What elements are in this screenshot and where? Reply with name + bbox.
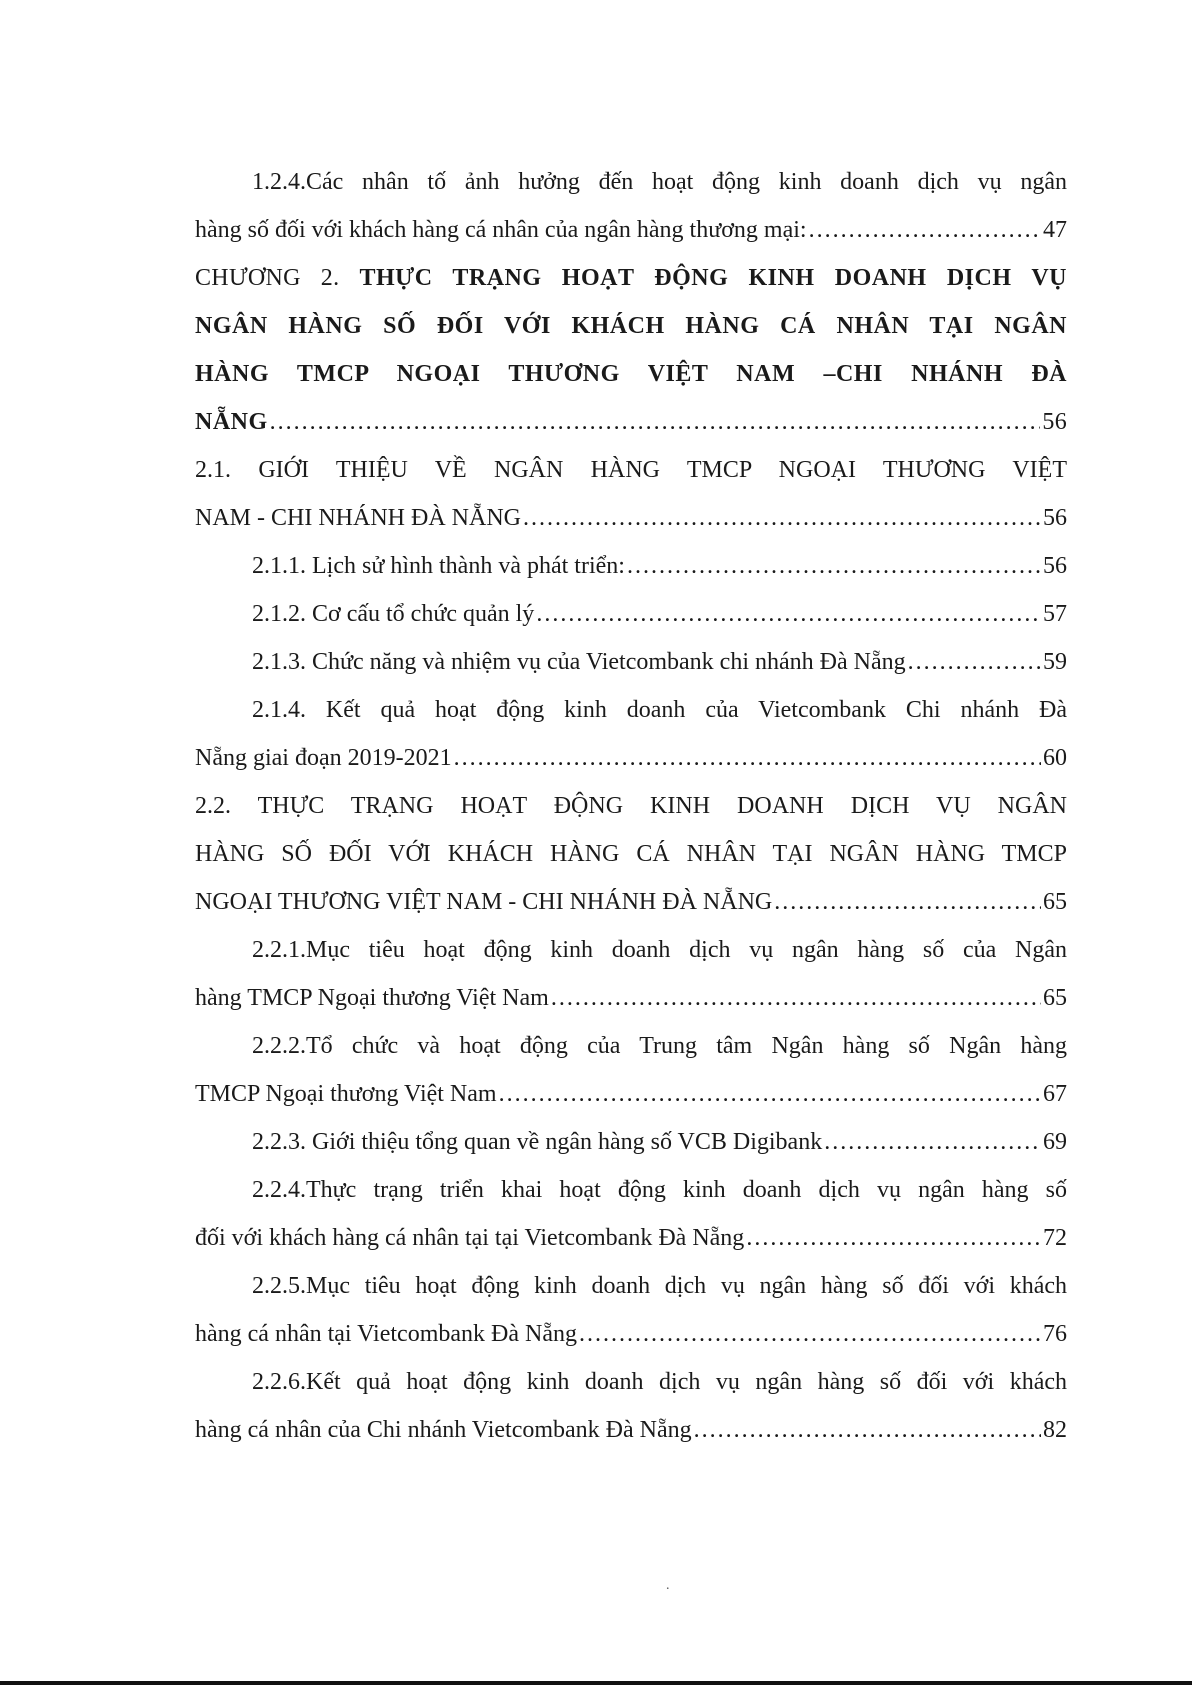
toc-entry-text: hàng số đối với khách hàng cá nhân của ngân hàng thương mại: (195, 217, 807, 243)
toc-entry-leader-line (195, 734, 1067, 782)
page-number: 76 (1043, 1321, 1067, 1347)
dot-leader (551, 974, 1041, 1022)
chapter-title: NGÂN HÀNG SỐ ĐỐI VỚI KHÁCH HÀNG CÁ NHÂN TẠI NGÂN (195, 313, 1067, 339)
toc-entry-leader-line (195, 878, 1067, 926)
toc-entry-2-2-5[interactable] (195, 1262, 1067, 1358)
toc-entry-text: hàng TMCP Ngoại thương Việt Nam (195, 985, 549, 1011)
dot-leader (809, 206, 1041, 254)
page-number: 82 (1043, 1417, 1067, 1443)
toc-entry-text: TMCP Ngoại thương Việt Nam (195, 1081, 497, 1107)
dot-leader (908, 638, 1041, 686)
chapter-title: NẴNG (195, 409, 268, 435)
toc-entry-1-2-4[interactable] (195, 158, 1067, 254)
dot-leader (454, 734, 1041, 782)
toc-entry-leader-line (195, 206, 1067, 254)
toc-entry-text: 2.2.5.Mục tiêu hoạt động kinh doanh dịch vụ ngân hàng số đối với khách (252, 1273, 1067, 1299)
page-number: 60 (1043, 745, 1067, 771)
toc-entry-2-2-4[interactable] (195, 1166, 1067, 1262)
toc-entry-text: hàng cá nhân của Chi nhánh Vietcombank Đà Nẵng (195, 1417, 692, 1443)
toc-entry-leader-line (195, 1118, 1067, 1166)
page-number: 59 (1043, 649, 1067, 675)
scan-bottom-edge (0, 1681, 1192, 1685)
dot-leader (694, 1406, 1041, 1454)
toc-entry-2-2[interactable] (195, 782, 1067, 926)
toc-entry-text: 2.2.3. Giới thiệu tổng quan về ngân hàng số VCB Digibank (252, 1129, 823, 1155)
toc-entry-text: 1.2.4.Các nhân tố ảnh hưởng đến hoạt động kinh doanh dịch vụ ngân (252, 169, 1067, 195)
page-number: 65 (1043, 889, 1067, 915)
toc-entry-text: NAM - CHI NHÁNH ĐÀ NẴNG (195, 505, 521, 531)
toc-entry-2-1-3[interactable] (195, 638, 1067, 686)
toc-entry-text: 2.1.3. Chức năng và nhiệm vụ của Vietcombank chi nhánh Đà Nẵng (252, 649, 906, 675)
toc-entry-leader-line (195, 542, 1067, 590)
toc-entry-2-2-1[interactable] (195, 926, 1067, 1022)
toc-entry-text: 2.2. THỰC TRẠNG HOẠT ĐỘNG KINH DOANH DỊCH VỤ NGÂN (195, 793, 1067, 819)
toc-entry-text: 2.2.2.Tổ chức và hoạt động của Trung tâm Ngân hàng số Ngân hàng (252, 1033, 1067, 1059)
toc-entry-text: HÀNG SỐ ĐỐI VỚI KHÁCH HÀNG CÁ NHÂN TẠI NGÂN HÀNG TMCP (195, 841, 1067, 867)
toc-entry-2-2-2[interactable] (195, 1022, 1067, 1118)
chapter-title: HÀNG TMCP NGOẠI THƯƠNG VIỆT NAM –CHI NHÁNH ĐÀ (195, 361, 1067, 387)
toc-entry-text: 2.2.4.Thực trạng triển khai hoạt động kinh doanh dịch vụ ngân hàng số (252, 1177, 1067, 1203)
page-number: 57 (1043, 601, 1067, 627)
toc-entry-leader-line (195, 1310, 1067, 1358)
toc-entry-text: 2.2.1.Mục tiêu hoạt động kinh doanh dịch vụ ngân hàng số của Ngân (252, 937, 1067, 963)
toc-entry-2-1[interactable] (195, 446, 1067, 542)
toc-entry-text: 2.1.1. Lịch sử hình thành và phát triển: (252, 553, 625, 579)
toc-entry-text: 2.1.4. Kết quả hoạt động kinh doanh của Vietcombank Chi nhánh Đà (252, 697, 1067, 723)
page-footer-mark: . (666, 1578, 670, 1593)
toc-entry-2-1-2[interactable] (195, 590, 1067, 638)
dot-leader (774, 878, 1041, 926)
chapter-title: THỰC TRẠNG HOẠT ĐỘNG KINH DOANH DỊCH VỤ (359, 265, 1067, 291)
toc-entry-leader-line (195, 974, 1067, 1022)
toc-entry-leader-line (195, 638, 1067, 686)
toc-entry-text: 2.1. GIỚI THIỆU VỀ NGÂN HÀNG TMCP NGOẠI THƯƠNG VIỆT (195, 457, 1067, 483)
toc-entry-text: NGOẠI THƯƠNG VIỆT NAM - CHI NHÁNH ĐÀ NẴNG (195, 889, 773, 915)
dot-leader (499, 1070, 1041, 1118)
page-number: 56 (1043, 505, 1067, 531)
page-number: 72 (1043, 1225, 1067, 1251)
page-number: 69 (1043, 1129, 1067, 1155)
toc-entry-2-1-1[interactable] (195, 542, 1067, 590)
toc-entry-leader-line (195, 494, 1067, 542)
toc-entry-2-2-6[interactable] (195, 1358, 1067, 1454)
page-number: 47 (1043, 217, 1067, 243)
page-number: 67 (1043, 1081, 1067, 1107)
table-of-contents (195, 158, 1067, 1454)
toc-chapter-2[interactable] (195, 254, 1067, 446)
dot-leader (627, 542, 1041, 590)
dot-leader (536, 590, 1041, 638)
toc-entry-leader-line (195, 1070, 1067, 1118)
toc-entry-text: đối với khách hàng cá nhân tại tại Vietcombank Đà Nẵng (195, 1225, 745, 1251)
dot-leader (270, 398, 1041, 446)
page-number: 56 (1042, 409, 1067, 435)
toc-entry-text: hàng cá nhân tại Vietcombank Đà Nẵng (195, 1321, 577, 1347)
toc-entry-text: 2.1.2. Cơ cấu tổ chức quản lý (252, 601, 535, 627)
toc-entry-2-1-4[interactable] (195, 686, 1067, 782)
toc-entry-text: 2.2.6.Kết quả hoạt động kinh doanh dịch vụ ngân hàng số đối với khách (252, 1369, 1067, 1395)
toc-entry-leader-line (195, 1214, 1067, 1262)
dot-leader (746, 1214, 1041, 1262)
chapter-heading-line (195, 254, 1067, 302)
toc-entry-leader-line (195, 398, 1067, 446)
page-number: 56 (1043, 553, 1067, 579)
dot-leader (824, 1118, 1041, 1166)
toc-entry-leader-line (195, 1406, 1067, 1454)
toc-entry-2-2-3[interactable] (195, 1118, 1067, 1166)
dot-leader (579, 1310, 1041, 1358)
chapter-prefix: CHƯƠNG 2. (195, 265, 360, 291)
toc-entry-leader-line (195, 590, 1067, 638)
toc-entry-text: Nẵng giai đoạn 2019-2021 (195, 745, 452, 771)
page-number: 65 (1043, 985, 1067, 1011)
dot-leader (523, 494, 1041, 542)
